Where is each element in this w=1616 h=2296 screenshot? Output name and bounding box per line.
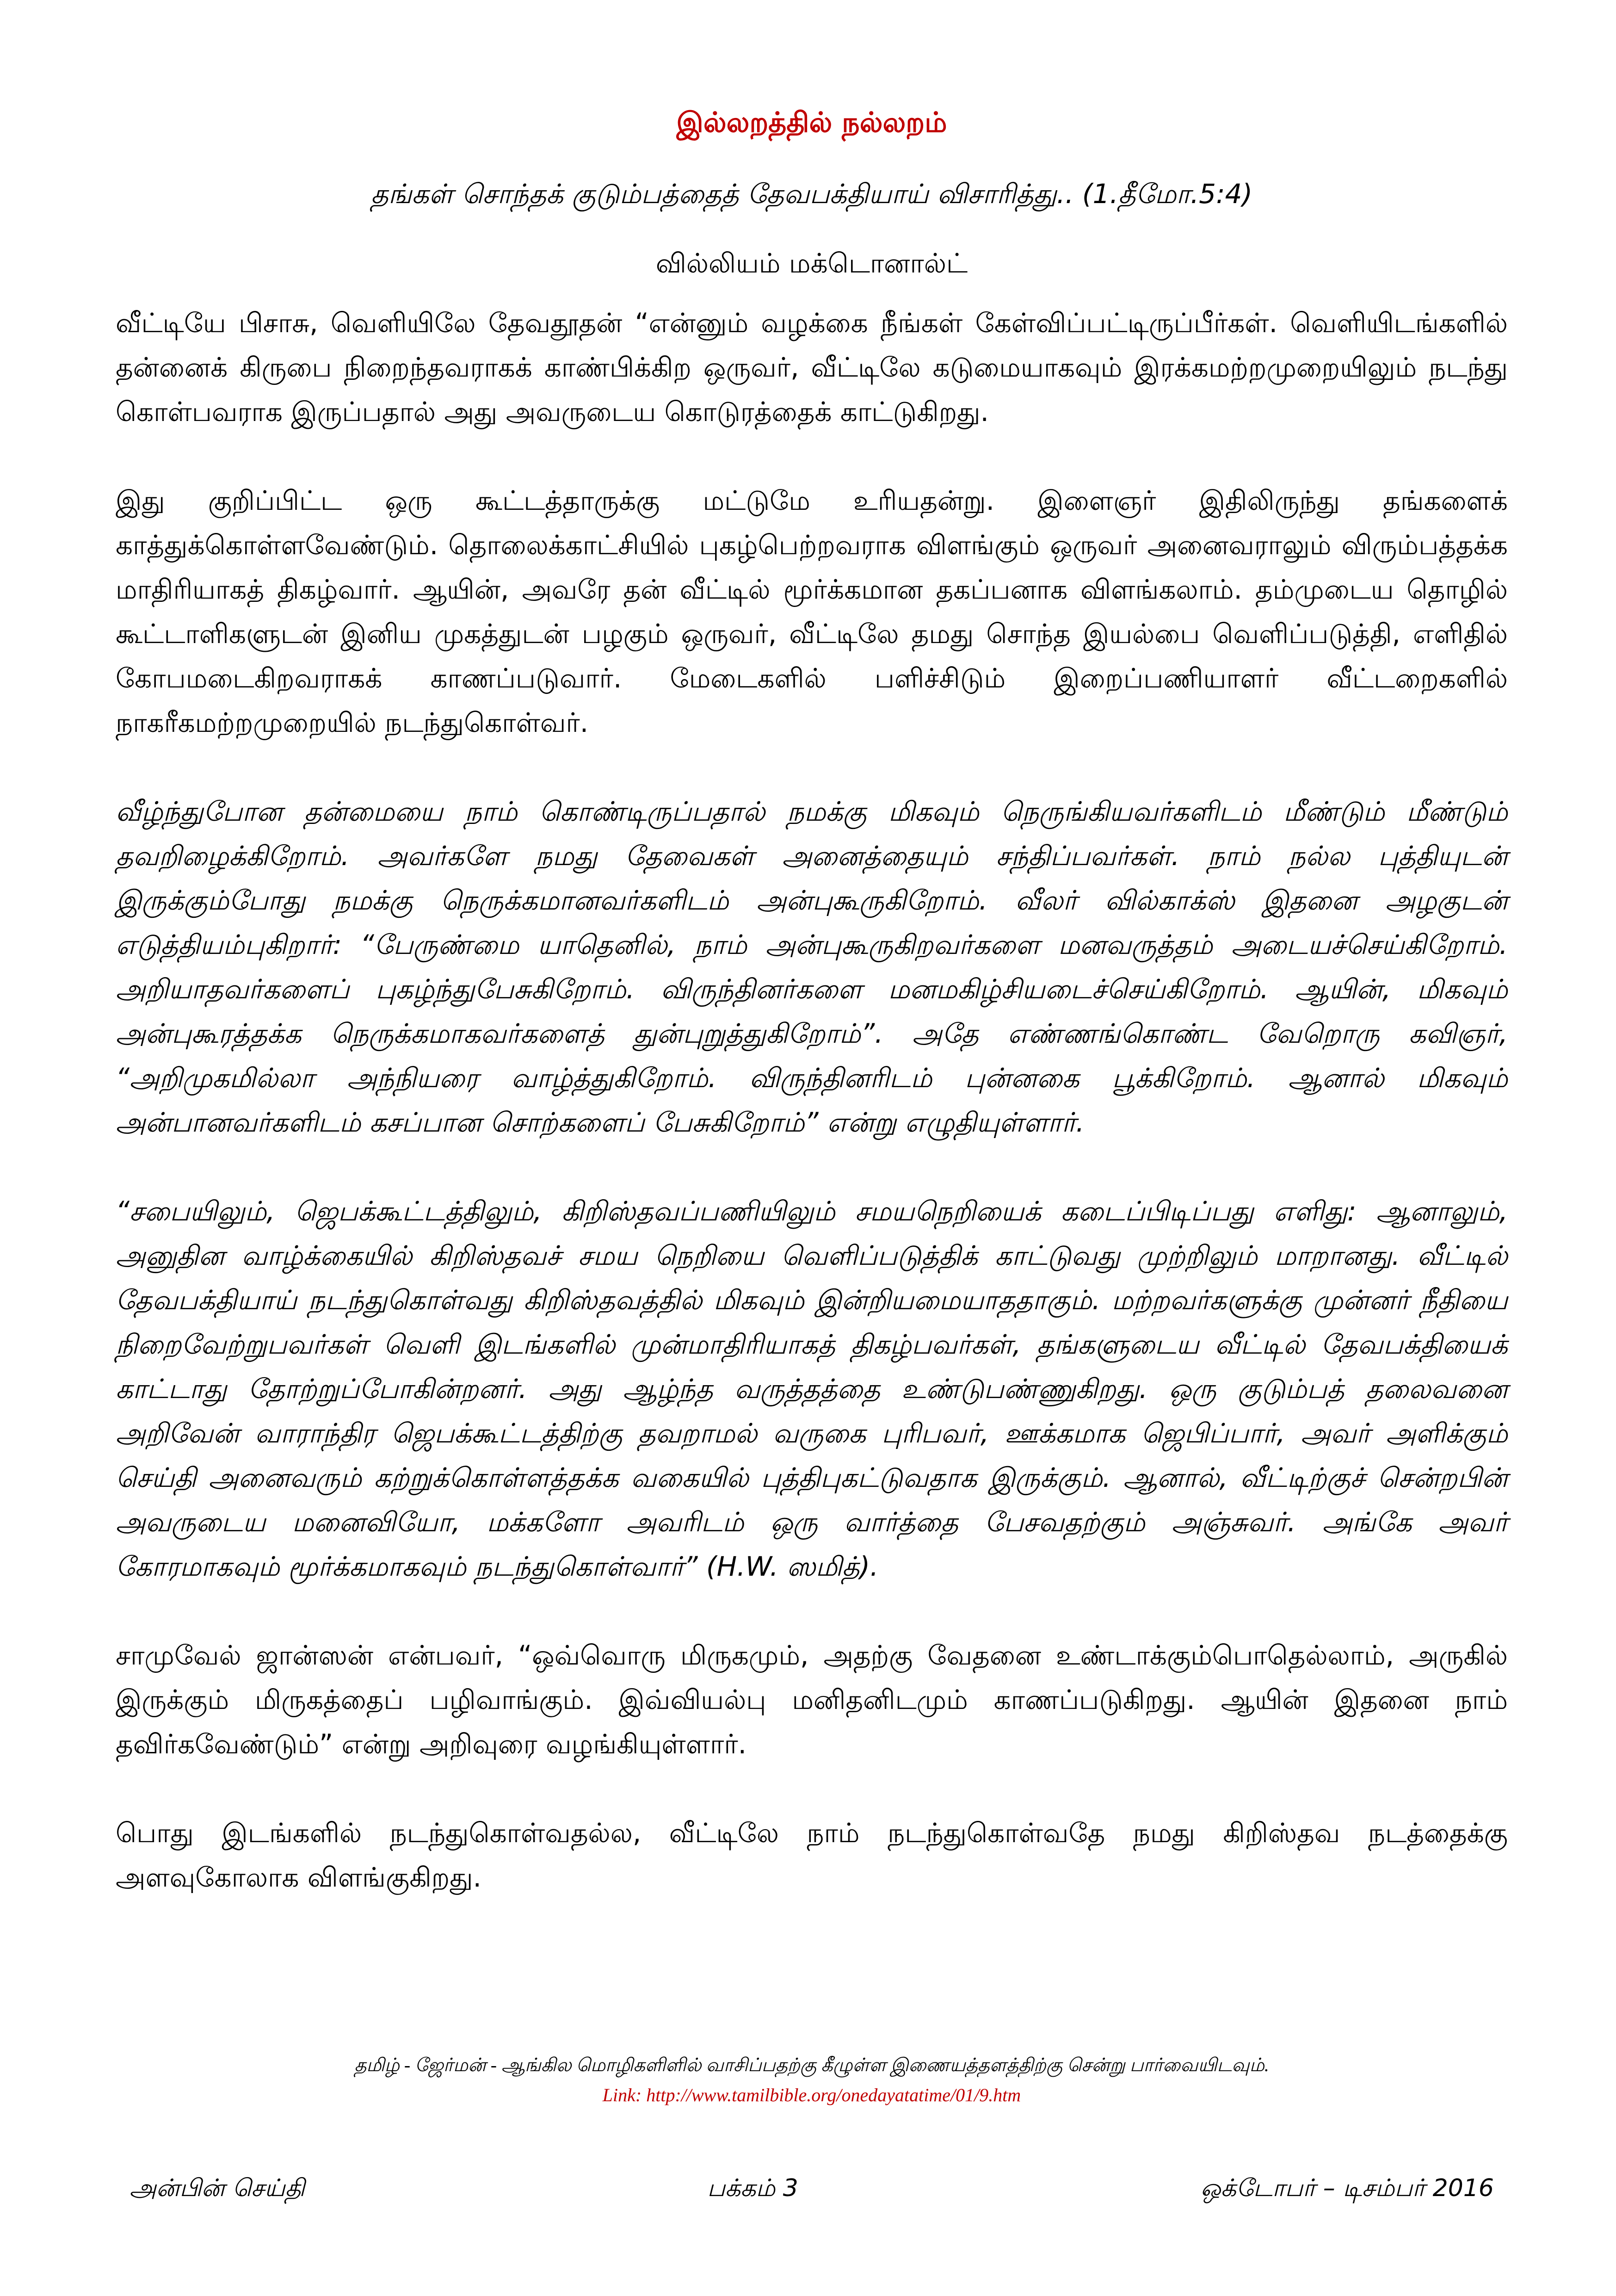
author-name: வில்லியம் மக்டொனால்ட் (655, 248, 968, 279)
paragraph: வீழ்ந்துபோன தன்மையை நாம் கொண்டிருப்பதால் நமக்கு மிகவும் நெருங்கியவர்களிடம் மீண்டும் மீண்டும் தவறிழைக்கிறோம். அவர்களே நமது தேவைகள் அனைத்தையும் சந்திப்பவர்கள். நாம் நல்ல புத்தியுடன் இருக்கும்போது நமக்கு நெருக்கமானவர்களிடம் அன்புகூருகிறோம். வீலர் வில்காக்ஸ் இதனை அழகுடன் எடுத்தியம்புகிறார்: “பேருண்மை யாதெனில், நாம் அன்புகூருகிறவர்களை மனவருத்தம் அடையச்செய்கிறோம். அறியாதவர்களைப் புகழ்ந்துபேசுகிறோம். விருந்தினர்களை மனமகிழ்சியடைச்செய்கிறோம். ஆயின், மிகவும் அன்புகூரத்தக்க நெருக்கமாகவர்களைத் துன்புறுத்துகிறோம்”. அதே எண்ணங்கொண்ட வேறொரு கவிஞர், “அறிமுகமில்லா அந்நியரை வாழ்த்துகிறோம். விருந்தினரிடம் புன்னகை பூக்கிறோம். ஆனால் மிகவும் அன்பானவர்களிடம் கசப்பான சொற்களைப் பேசுகிறோம்” என்று எழுதியுள்ளார். (116, 796, 1508, 1138)
paragraph: “சபையிலும், ஜெபக்கூட்டத்திலும், கிறிஸ்தவப்பணியிலும் சமயநெறியைக் கடைப்பிடிப்பது எளிது: ஆனாலும், அனுதின வாழ்க்கையில் கிறிஸ்தவச் சமய நெறியை வெளிப்படுத்திக் காட்டுவது முற்றிலும் மாறானது. வீட்டில் தேவபக்தியாய் நடந்துகொள்வது கிறிஸ்தவத்தில் மிகவும் இன்றியமையாததாகும். மற்றவர்களுக்கு முன்னர் நீதியை நிறைவேற்றுபவர்கள் வெளி இடங்களில் முன்மாதிரியாகத் திகழ்பவர்கள், தங்களுடைய வீட்டில் தேவபக்தியைக் காட்டாது தோற்றுப்போகின்றனர். அது ஆழ்ந்த வருத்தத்தை உண்டுபண்ணுகிறது. ஒரு குடும்பத் தலைவனை அறிவேன் வாராந்திர ஜெபக்கூட்டத்திற்கு தவறாமல் வருகை புரிபவர், ஊக்கமாக ஜெபிப்பார், அவர் அளிக்கும் செய்தி அனைவரும் கற்றுக்கொள்ளத்தக்க வகையில் புத்திபுகட்டுவதாக இருக்கும். ஆனால், வீட்டிற்குச் சென்றபின் அவருடைய மனைவியோ, மக்களோ அவரிடம் ஒரு வார்த்தை பேசவதற்கும் அஞ்சுவர். அங்கே அவர் கோரமாகவும் மூர்க்கமாகவும் நடந்துகொள்வார்” (H.W. ஸமித்). (116, 1195, 1508, 1582)
language-note: தமிழ் - ஜேர்மன் - ஆங்கில மொழிகளிளில் வாசிப்பதற்கு கீழுள்ள இணையத்தளத்திற்கு சென்று பார்வையிடவும். (354, 2055, 1269, 2075)
paragraph: இது குறிப்பிட்ட ஒரு கூட்டத்தாருக்கு மட்டுமே உரியதன்று. இளைஞர் இதிலிருந்து தங்களைக் காத்துக்கொள்ளவேண்டும். தொலைக்காட்சியில் புகழ்பெற்றவராக விளங்கும் ஒருவர் அனைவராலும் விரும்பத்தக்க மாதிரியாகத் திகழ்வார். ஆயின், அவரே தன் வீட்டில் மூர்க்கமான தகப்பனாக விளங்கலாம். தம்முடைய தொழில் கூட்டாளிகளுடன் இனிய முகத்துடன் பழகும் ஒருவர், வீட்டிலே தமது சொந்த இயல்பை வெளிப்படுத்தி, எளிதில் கோபமடைகிறவராகக் காணப்படுவார். மேடைகளில் பளிச்சிடும் இறைப்பணியாளர் வீட்டறைகளில் நாகரீகமற்றமுறையில் நடந்துகொள்வர். (116, 485, 1508, 738)
article-title: இல்லறத்தில் நல்லறம் (676, 106, 947, 139)
page-footer (130, 2174, 1494, 2205)
scripture-epigraph: தங்கள் சொந்தக் குடும்பத்தைத் தேவபக்தியாய் விசாரித்து.. (1.தீமோ.5:4) (370, 178, 1253, 210)
footer-page-number: பக்கம் 3 (707, 2174, 798, 2202)
article-body (116, 301, 1508, 1944)
paragraph: வீட்டியே பிசாசு, வெளியிலே தேவதூதன் “என்னும் வழக்கை நீங்கள் கேள்விப்பட்டிருப்பீர்கள். வெளியிடங்களில் தன்னைக் கிருபை நிறைந்தவராகக் காண்பிக்கிற ஒருவர், வீட்டிலே கடுமையாகவும் இரக்கமற்றமுறையிலும் நடந்து கொள்பவராக இருப்பதால் அது அவருடைய கொடுரத்தைக் காட்டுகிறது. (116, 307, 1508, 427)
website-link[interactable]: Link: http://www.tamilbible.org/onedayatatime/01/9.htm (602, 2085, 1021, 2105)
paragraph: சாமுவேல் ஜான்ஸன் என்பவர், “ஒவ்வொரு மிருகமும், அதற்கு வேதனை உண்டாக்கும்பொதெல்லாம், அருகில் இருக்கும் மிருகத்தைப் பழிவாங்கும். இவ்வியல்பு மனிதனிடமும் காணப்படுகிறது. ஆயின் இதனை நாம் தவிர்கவேண்டும்” என்று அறிவுரை வழங்கியுள்ளார். (116, 1640, 1508, 1760)
footer-issue-date: ஒக்டோபர் – டிசம்பர் 2016 (1201, 2174, 1494, 2202)
footer-publication: அன்பின் செய்தி (130, 2174, 305, 2202)
paragraph: பொது இடங்களில் நடந்துகொள்வதல்ல, வீட்டிலே நாம் நடந்துகொள்வதே நமது கிறிஸ்தவ நடத்தைக்கு அளவுகோலாக விளங்குகிறது. (116, 1817, 1508, 1893)
